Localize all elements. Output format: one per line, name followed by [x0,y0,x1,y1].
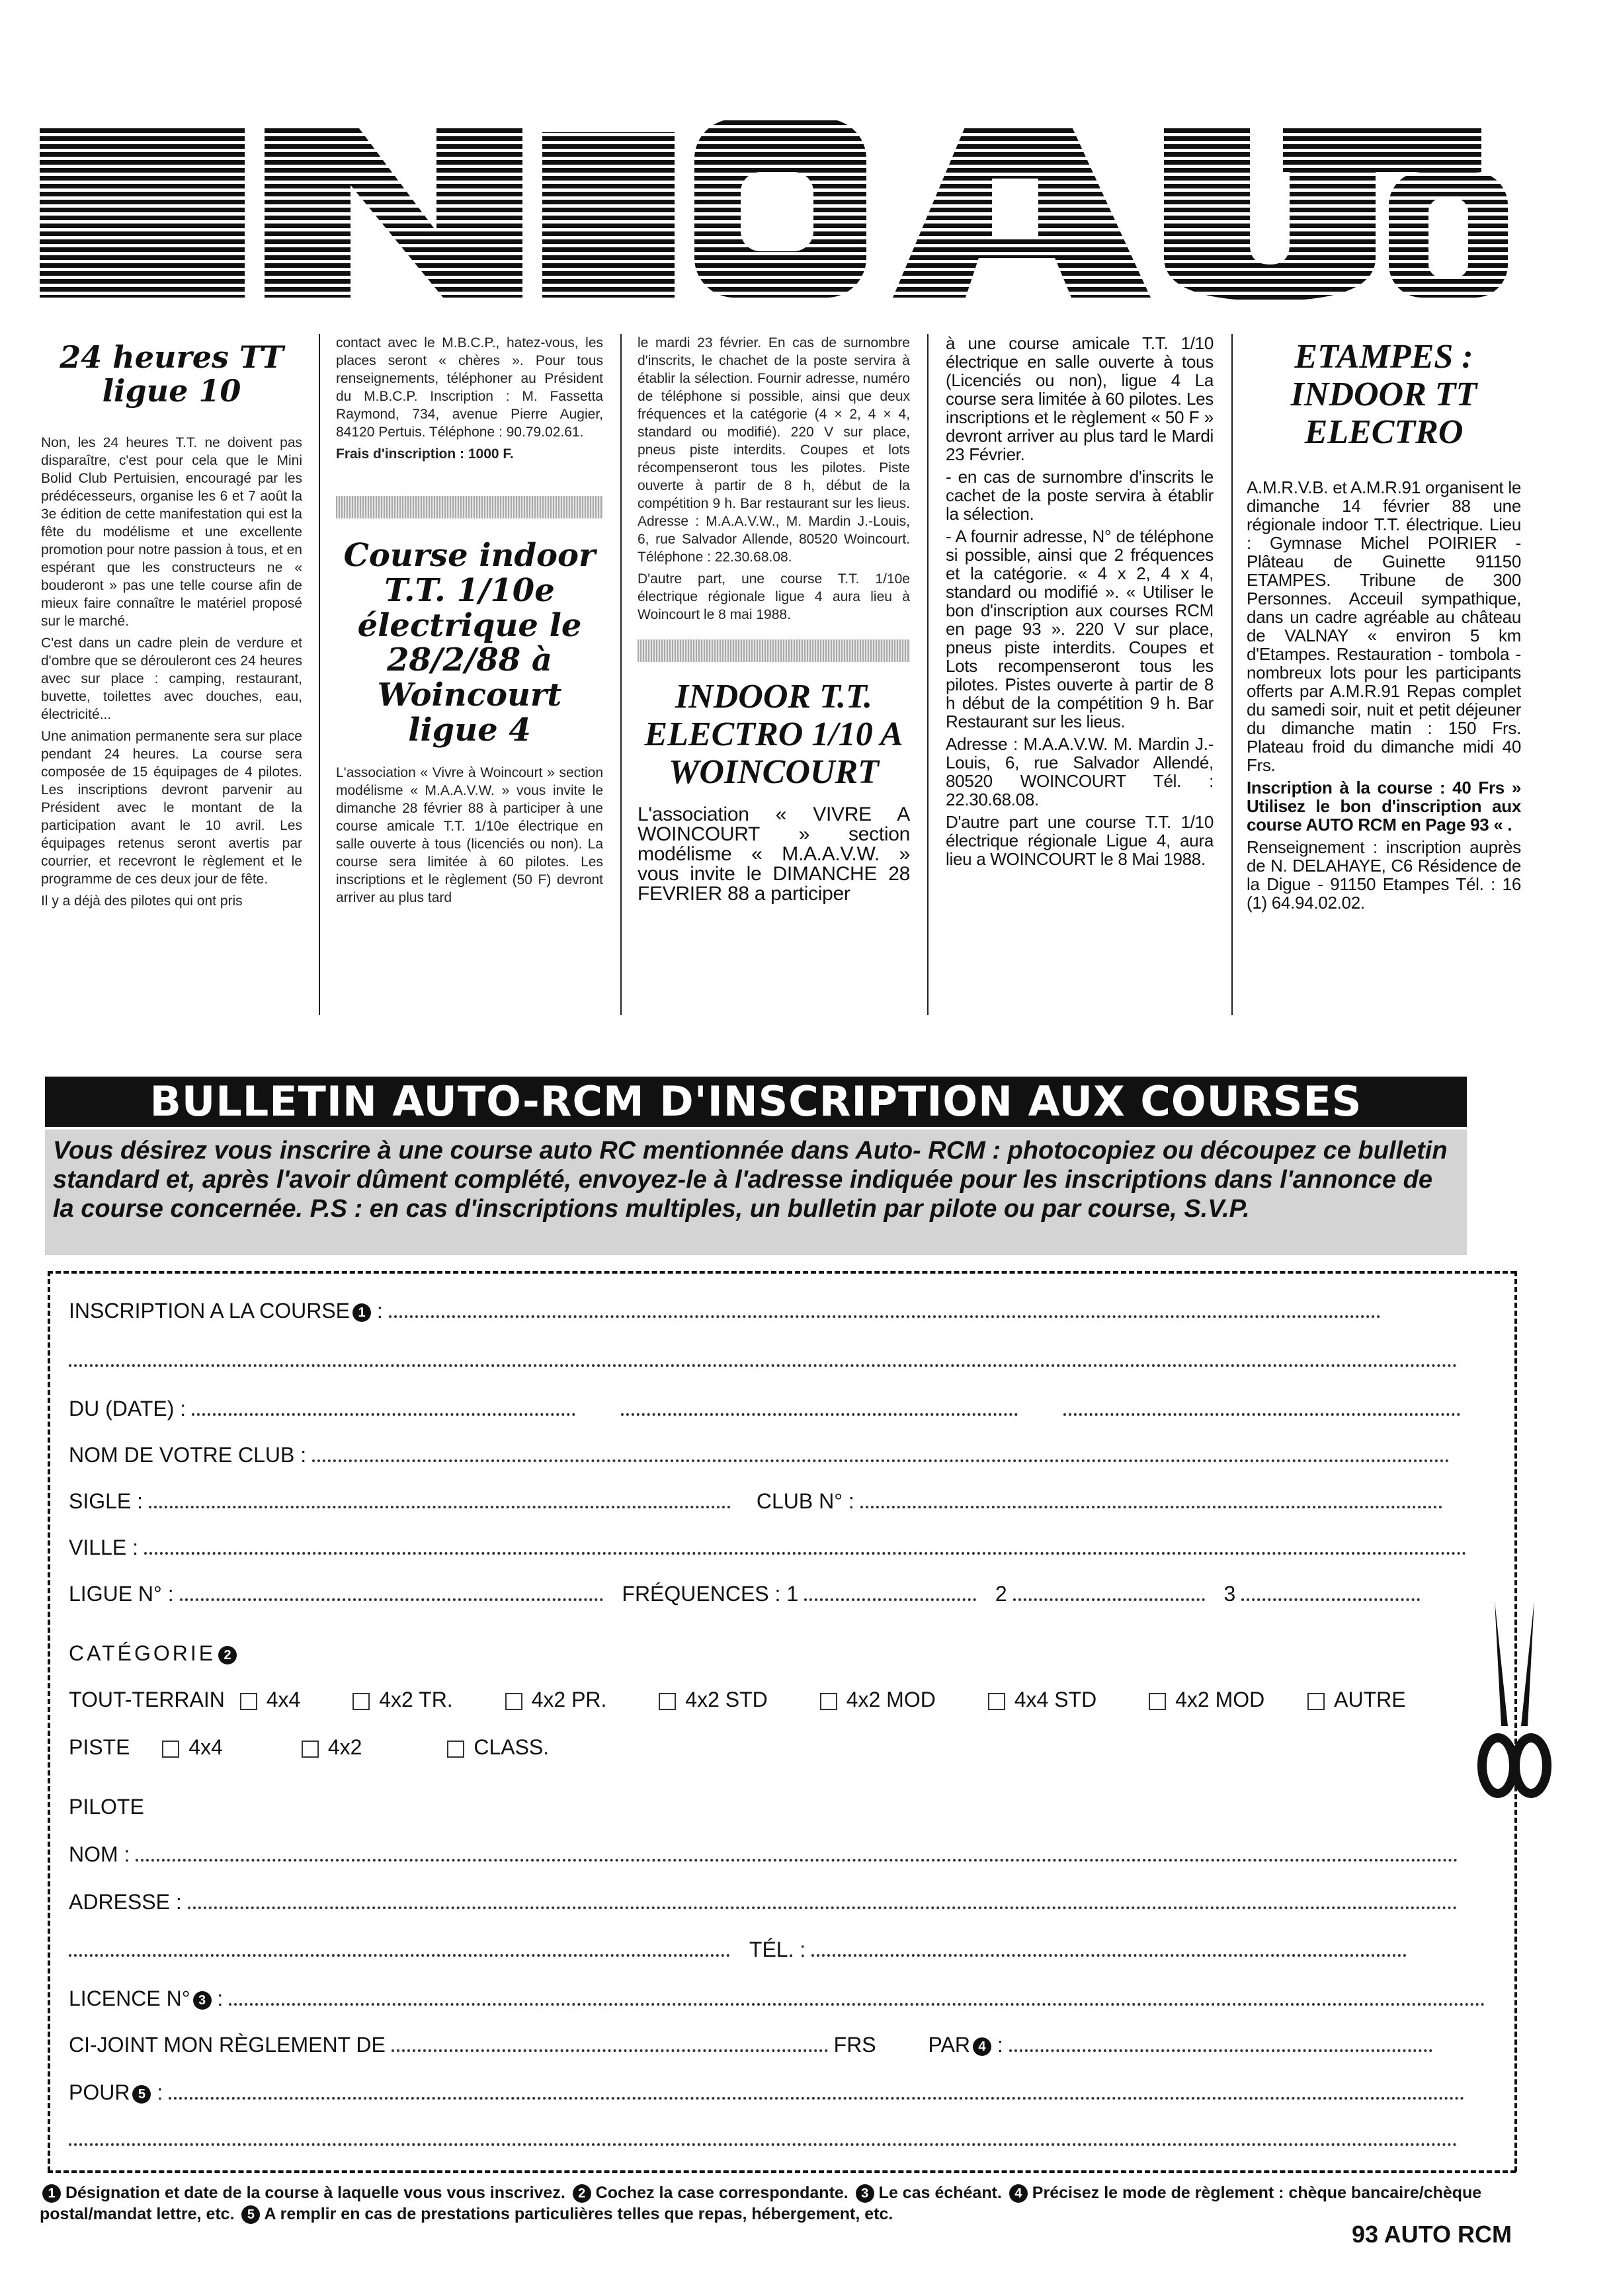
frs-label: FRS [833,2033,876,2057]
tel-label: TÉL. : [749,1938,806,1961]
checkbox-tt-4x4-std[interactable] [988,1693,1005,1710]
tel-field[interactable] [811,1938,1407,1957]
checkbox-tt-4x2-std[interactable] [659,1693,676,1710]
note-marker: 5 [132,2085,151,2104]
article-body: D'autre part une course T.T. 1/10 électrique régionale Ligue 4, aura lieu a WOINCOURT le 8 Mai 1988. [946,812,1214,869]
note-marker: 1 [352,1303,371,1322]
separator-bar [336,496,603,518]
club-name-field[interactable] [312,1444,1450,1462]
option-label: 4x2 MOD [1175,1688,1265,1711]
article-body: D'autre part, une course T.T. 1/10e électrique régionale ligue 4 aura lieu à Woincourt le 8 mai 1988. [638,571,910,622]
categorie-label: CATÉGORIE [69,1641,216,1665]
article-body: A.M.R.V.B. et A.M.R.91 organisent le dimanche 14 février 88 une régionale indoor T.T. électrique. Lieu : Gymnase Michel POIRIER - Plâteau de Guinette 91150 ETAMPES. Tribune de 300 Personnes. Acceuil sympathique, dans un cadre agréable au château de VALNAY « environ 5 km d'Etampes. Restauration - tombola - nombreux lots pour les participants offerts par A.M.R.91 Repas complet du samedi soir, nuit et petit déjeuner du dimanche matin : 150 Frs. Plateau froid du dimanche midi 40 Frs. [1247,477,1521,775]
bulletin-intro: Vous désirez vous inscrire à une course auto RC mentionnée dans Auto- RCM : photocopiez ou découpez ce bulletin standard et, après l'avoir dûment complété, envoyez-le à l'adresse indiquée pour les inscriptions dans l'annonce de la course concernée. P.S : en cas d'inscriptions multiples, un bulletin par pilote ou par course, S.V.P. [45,1129,1467,1255]
article-body: C'est dans un cadre plein de verdure et d'ombre que se dérouleront ces 24 heures avec sur place : camping, restaurant, buvette, toilettes avec douches, eau, électricité... [41,636,302,723]
note-marker: 3 [856,2184,874,2203]
freq1-field[interactable] [804,1582,976,1601]
date-field-1[interactable] [192,1397,575,1416]
club-no-label: CLUB N° : [756,1489,854,1513]
form-row-ligue [69,1580,1420,1607]
checkbox-tt-4x4[interactable] [240,1693,257,1710]
article-body: à une course amicale T.T. 1/10 électrique en salle ouverte à tous (Licenciés ou non), ligue 4 La course sera limitée à 60 pilotes. Les inscriptions et le règlement « 50 F » devront arriver au plus tard le Mardi 23 Février. [946,334,1214,464]
ville-label: VILLE : [69,1536,138,1559]
form-row-categorie [69,1640,237,1666]
reglement-label: CI-JOINT MON RÈGLEMENT DE [69,2033,386,2057]
form-row-inscription: INSCRIPTION A LA COURSE 1 : [69,1297,1381,1324]
article-body: L'association « Vivre à Woincourt » section modélisme « M.A.A.V.W. » vous invite le dimanche 28 février 88 à participer à une course amicale T.T. 1/10e électrique en salle ouverte à tous (licenciés ou non). La course sera limitée à 60 pilotes. Les inscriptions et le règlement (50 F) devront arriver au plus tard [336,764,603,905]
licence-label: LICENCE N° [69,1987,190,2010]
form-row-date [69,1395,1460,1422]
cut-line-left [48,1271,50,2172]
article-body: Une animation permanente sera sur place pendant 24 heures. La course sera composée de 15 équipages de 4 pilotes. Les inscriptions devront parvenir au Président avec le montant de la participation avant le 10 avril. Les équipages retenus seront avertis par courrier, et recevront le règlement et le programme de ces deux jour de fête. [41,729,302,887]
column-divider [319,334,320,1015]
note-marker: 1 [42,2184,61,2203]
article-body: contact avec le M.B.C.P., hatez-vous, les places seront « chères ». Pour tous renseignements, téléphoner au Président du M.B.C.P. Inscription : M. Fassetta Raymond, 734, avenue Pierre Augier, 84120 Pertuis. Téléphone : 90.79.02.61. [336,335,603,440]
note-marker: 5 [241,2205,260,2224]
form-row-sigle [69,1488,1442,1514]
club-no-field[interactable] [860,1490,1442,1508]
column-woincourt-course [336,334,603,1015]
option-label: 4x2 MOD [846,1688,936,1711]
column-woincourt-indoor [638,334,910,1015]
cut-line-bottom [48,2170,1516,2173]
article-heading: ETAMPES : INDOOR TT ELECTRO [1290,338,1477,452]
column-woincourt-details [946,334,1214,1015]
freq2-field[interactable] [1013,1582,1205,1601]
note-marker: 4 [973,2037,991,2056]
checkbox-piste-4x2[interactable] [302,1741,319,1758]
article-body: Il y a déjà des pilotes qui ont pris [41,893,243,909]
page-number-value: 93 [1351,2221,1378,2248]
checkbox-tt-4x2-mod-2[interactable] [1149,1693,1166,1710]
licence-field[interactable] [229,1987,1485,2006]
form-row-piste [69,1734,549,1760]
checkbox-tt-autre[interactable] [1307,1693,1325,1710]
sigle-field[interactable] [149,1490,731,1508]
article-heading: INDOOR T.T. ELECTRO 1/10 A WOINCOURT [644,678,903,792]
checkbox-piste-class[interactable] [447,1741,464,1758]
note-marker: 4 [1009,2184,1028,2203]
nom-label: NOM : [69,1842,130,1866]
article-heading: Course indoor T.T. 1/10e électrique le 28/2/88 à Woincourt ligue 4 [343,537,596,749]
sigle-label: SIGLE : [69,1489,144,1513]
form-row-nom [69,1841,1458,1867]
ville-field[interactable] [144,1536,1467,1555]
checkbox-tt-4x2-pr[interactable] [505,1693,522,1710]
form-row-club [69,1442,1450,1468]
article-body: Non, les 24 heures T.T. ne doivent pas disparaître, c'est pour cela que le Mini Bolid Club Pertuisien, encouragé par les prédécesseurs, organise les 6 et 7 août la 3e édition de cette manifestation qui est la fête du modélisme et une excellente promotion pour notre passion à tous, et en espérant que les constructeurs ne « bouderont » pas une telle course afin de mieux faire connaître le matériel proposé sur le marché. [41,435,302,630]
frequences-label: FRÉQUENCES : 1 [622,1582,799,1606]
adresse-field-cont[interactable] [69,1938,730,1957]
inscription-label: INSCRIPTION A LA COURSE [69,1299,350,1323]
form-row-inscription-cont [69,1346,1458,1373]
separator-bar [638,639,910,662]
scissors-icon [1475,1600,1554,1812]
cut-line-top [48,1271,1516,1274]
masthead-title: INFO AUTO [774,238,778,239]
magazine-name: AUTO RCM [1384,2221,1512,2248]
date-label: DU (DATE) : [69,1397,186,1420]
footnote-text: Cochez la case correspondante. [595,2184,848,2202]
bulletin-title: BULLETIN AUTO-RCM D'INSCRIPTION AUX COURSES [45,1077,1467,1127]
option-label: 4x2 TR. [379,1688,453,1711]
footnote-text: Précisez le mode de règlement : chèque bancaire/chèque postal/mandat lettre, etc. [40,2184,1482,2223]
form-row-pour-cont [69,2125,1458,2152]
footnote [40,2182,1521,2225]
column-etampes [1247,334,1521,1015]
note-marker: 2 [573,2184,591,2203]
form-row-ville [69,1534,1467,1561]
option-label: 4x4 [188,1735,223,1759]
column-24-heures [41,334,302,1015]
pour-field-cont[interactable] [69,2127,1458,2146]
club-name-label: NOM DE VOTRE CLUB : [69,1443,307,1467]
piste-label: PISTE [69,1735,130,1759]
checkbox-tt-4x2-mod[interactable] [820,1693,837,1710]
freq3-label: 3 [1223,1582,1236,1606]
article-body: le mardi 23 février. En cas de surnombre d'inscrits, le chachet de la poste servira à établir la sélection. Fournir adresse, numéro de téléphone si possible, ainsi que deux fréquences et la catégorie (4 × 2, 4 × 4, standard ou modifié). 220 V sur place, pneus piste interdits. Coupes et lots récompenseront tous les pilotes. Piste ouverte à partir de 8 h, début de la compétition 9 h. Bar restaurant sur les lieus. Adresse : M.A.A.V.W., M. Mardin J.-Louis, 6, rue Salvador Allende, 80520 Woincourt. Téléphone : 22.30.68.08. [638,335,910,565]
ligue-field[interactable] [180,1582,603,1601]
form-row-licence: LICENCE N° 3 : [69,1985,1485,2012]
par-field[interactable] [1009,2033,1432,2052]
note-marker: 2 [218,1646,237,1664]
freq3-field[interactable] [1241,1582,1420,1601]
form-row-pilote [69,1793,144,1820]
date-field-2[interactable] [621,1397,1018,1416]
nom-field[interactable] [136,1843,1458,1862]
pour-field[interactable] [169,2081,1465,2100]
page-number [1352,2221,1512,2248]
checkbox-tt-4x2-tr[interactable] [352,1693,370,1710]
par-label: PAR [928,2033,970,2057]
date-field-3[interactable] [1063,1397,1460,1416]
article-body: - en cas de surnombre d'inscrits le cachet de la poste servira à établir la sélection. [946,467,1214,524]
checkbox-piste-4x4[interactable] [162,1741,179,1758]
article-body: Renseignement : inscription auprès de N. DELAHAYE, C6 Résidence de la Digue - 91150 Etampes Tél. : 16 (1) 64.94.02.02. [1247,837,1521,913]
form-row-adresse-tel [69,1936,1407,1963]
masthead-logo [40,112,1508,311]
option-label: 4x4 [266,1688,301,1711]
freq2-label: 2 [995,1582,1007,1606]
adresse-label: ADRESSE : [69,1890,182,1914]
ligue-label: LIGUE N° : [69,1582,174,1606]
footnote-text: Le cas échéant. [878,2184,1002,2202]
inscription-field-cont[interactable] [69,1348,1458,1367]
option-label: 4x4 STD [1014,1688,1097,1711]
form-row-adresse [69,1889,1458,1915]
article-body: L'association « VIVRE A WOINCOURT » section modélisme « M.A.A.V.W. » vous invite le DIMANCHE 28 FEVRIER 88 a participer [638,803,910,905]
option-label: AUTRE [1334,1688,1406,1711]
article-heading: 24 heures TT ligue 10 [60,339,284,409]
note-marker: 3 [193,1991,212,2010]
pour-label: POUR [69,2080,130,2104]
column-divider [1231,334,1233,1015]
footnote-text: A remplir en cas de prestations particulières telles que repas, hébergement, etc. [264,2205,893,2223]
tt-label: TOUT-TERRAIN [69,1688,225,1711]
option-label: 4x2 PR. [531,1688,607,1711]
footnote-text: Désignation et date de la course à laquelle vous vous inscrivez. [65,2184,565,2202]
inscription-field[interactable] [389,1299,1381,1318]
article-body: - A fournir adresse, N° de téléphone si possible, ainsi que 2 fréquences et la catégorie. « 4 x 2, 4 x 4, standard ou modifié ». « Utiliser le bon d'inscription aux courses RCM en page 93 ». 220 V sur place, pneus piste interdits. Coupes et Lots recompenseront tous les pilotes. Pistes ouverte à partir de 8 h début de la compétition 9 h. Bar Restaurant sur les lieus. [946,526,1214,731]
article-fee: Frais d'inscription : 1000 F. [336,446,514,462]
option-label: 4x2 STD [685,1688,768,1711]
article-body: Inscription à la course : 40 Frs » Utilisez le bon d'inscription aux course AUTO RCM en Page 93 « . [1247,777,1521,835]
adresse-field[interactable] [188,1891,1458,1909]
article-body: Adresse : M.A.A.V.W. M. Mardin J.-Louis, 6, rue Salvador Allendé, 80520 WOINCOURT Tél. : 22.30.68.08. [946,734,1214,809]
column-divider [927,334,929,1015]
option-label: CLASS. [474,1735,550,1759]
reglement-field[interactable] [392,2033,828,2052]
form-row-tout-terrain [69,1686,1406,1713]
pilote-label: PILOTE [69,1795,144,1819]
form-row-pour: POUR 5 : [69,2079,1465,2106]
option-label: 4x2 [327,1735,362,1759]
column-divider [620,334,622,1015]
form-row-reglement: CI-JOINT MON RÈGLEMENT DE FRS PAR 4 : [69,2031,1432,2058]
